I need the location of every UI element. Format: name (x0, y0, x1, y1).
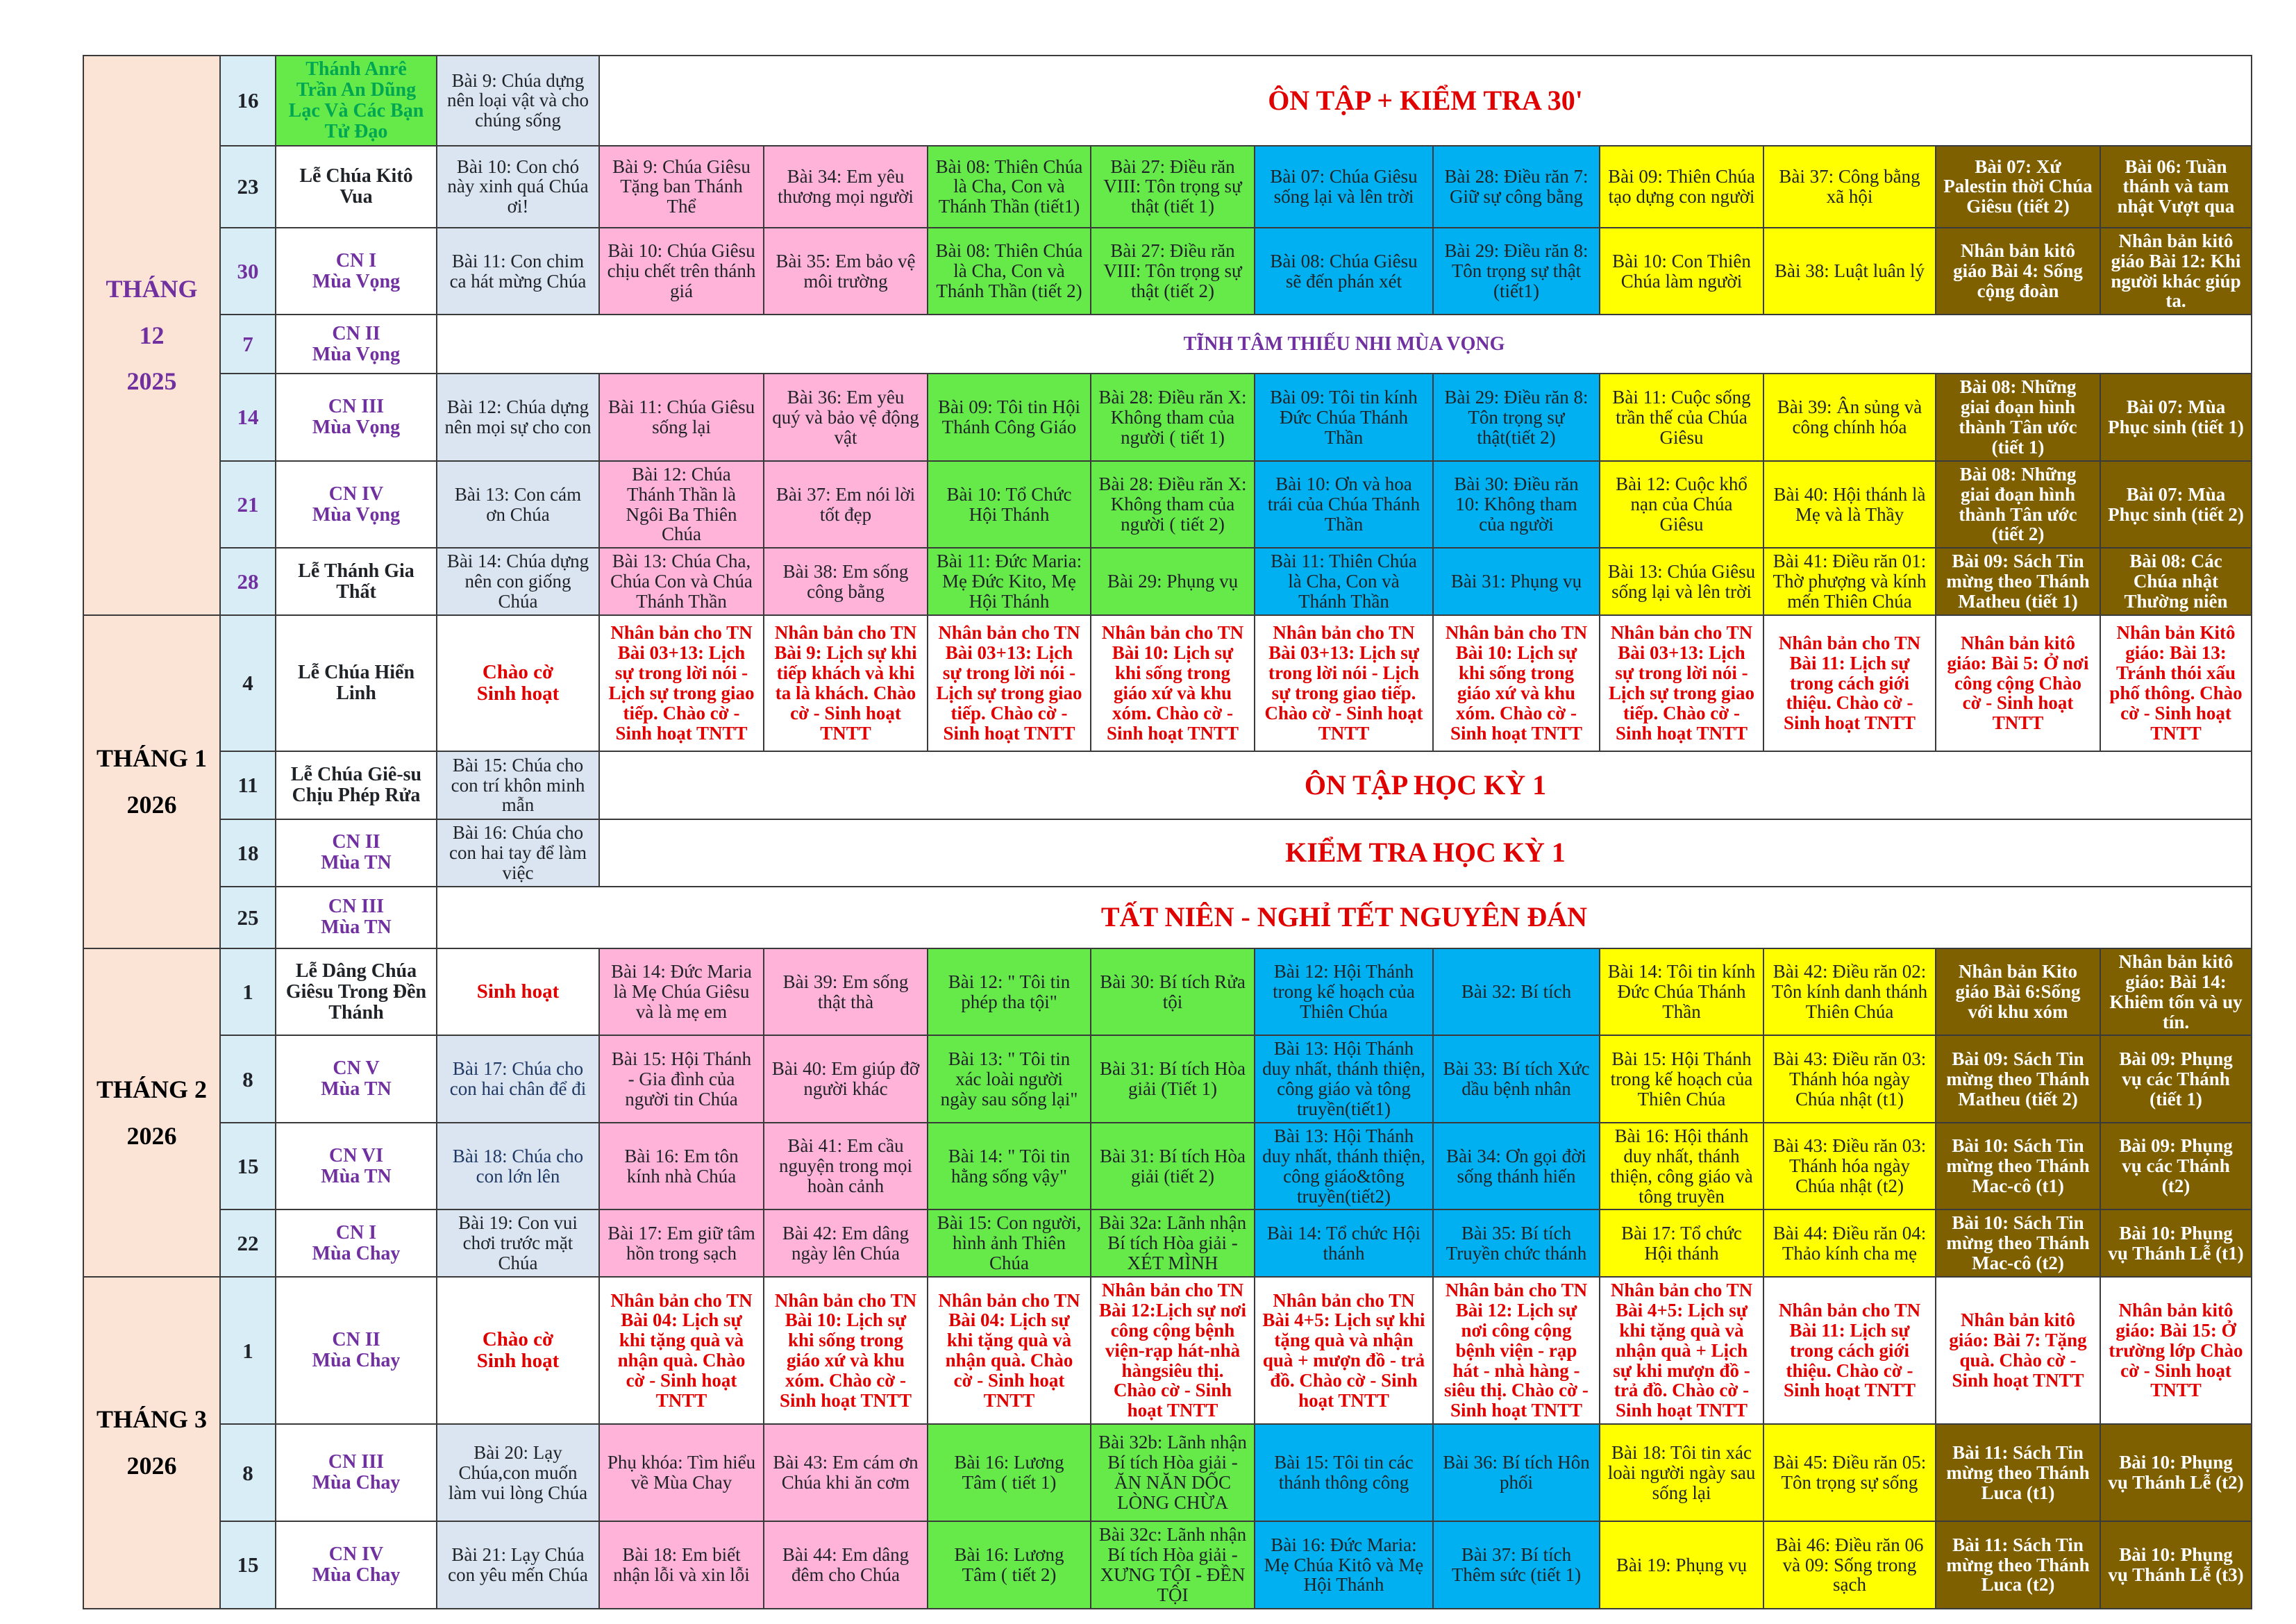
lesson-cell: Bài 34: Em yêu thương mọi người (764, 146, 928, 228)
lesson-cell: Bài 08: Thiên Chúa là Cha, Con và Thánh Thần (tiết 2) (928, 228, 1091, 315)
lesson-cell: Bài 27: Điều răn VIII: Tôn trọng sự thật (tiết 2) (1091, 228, 1255, 315)
lesson-cell: Bài 27: Điều răn VIII: Tôn trọng sự thật (tiết 1) (1091, 146, 1255, 228)
lesson-cell: Nhân bản kitô giáo: Bài 7: Tặng quà. Chào cờ - Sinh hoạt TNTT (1936, 1277, 2100, 1424)
schedule-row (83, 751, 2252, 819)
lesson-cell: Bài 14: Tôi tin kính Đức Chúa Thánh Thần (1600, 948, 1763, 1036)
lesson-cell: Bài 13: Hội Thánh duy nhất, thánh thiện, công giáo và tông truyền(tiết1) (1255, 1035, 1433, 1123)
lesson-cell: Bài 15: Con người, hình ảnh Thiên Chúa (928, 1209, 1091, 1277)
lesson-cell: Nhân bản cho TN Bài 12: Lịch sự nơi công cộng bệnh viện - rạp hát - nhà hàng - siêu thị. Chào cờ - Sinh hoạt TNTT (1433, 1277, 1600, 1424)
week-day: 11 (220, 751, 276, 819)
lesson-cell: Bài 13: Hội Thánh duy nhất, thánh thiện, công giáo&tông truyền(tiết2) (1255, 1123, 1433, 1210)
week-day: 15 (220, 1123, 276, 1210)
lesson-cell: Bài 07: Xứ Palestin thời Chúa Giêsu (tiết 2) (1936, 146, 2100, 228)
feast-name: CN V Mùa TN (276, 1035, 437, 1123)
feast-name: CN II Mùa Chay (276, 1277, 437, 1424)
lesson-cell: Bài 09: Phụng vụ các Thánh (t2) (2100, 1123, 2252, 1210)
banner-cell: TẤT NIÊN - NGHỈ TẾT NGUYÊN ĐÁN (437, 887, 2252, 948)
lesson-cell: Bài 13: Chúa Cha, Chúa Con và Chúa Thánh Thần (599, 548, 764, 615)
feast-name: CN III Mùa Chay (276, 1424, 437, 1521)
lesson-cell: Bài 39: Ân sủng và công chính hóa (1763, 374, 1936, 461)
lesson-cell: Bài 44: Điều răn 04: Thảo kính cha mẹ (1763, 1209, 1936, 1277)
week-day: 16 (220, 56, 276, 146)
lesson-cell: Bài 44: Em dâng đêm cho Chúa (764, 1521, 928, 1609)
lesson-cell: Bài 32: Bí tích (1433, 948, 1600, 1036)
week-day: 22 (220, 1209, 276, 1277)
month-cell (83, 615, 220, 948)
lesson-cell: Bài 11: Sách Tin mừng theo Thánh Luca (t1) (1936, 1424, 2100, 1521)
lesson-cell-level-1: Bài 13: Con cám ơn Chúa (437, 461, 599, 549)
lesson-cell: Nhân bản kitô giáo Bài 4: Sống cộng đoàn (1936, 228, 2100, 315)
lesson-cell: Bài 32a: Lãnh nhận Bí tích Hòa giải - XÉT MÌNH (1091, 1209, 1255, 1277)
lesson-cell: Bài 40: Em giúp đỡ người khác (764, 1035, 928, 1123)
lesson-cell: Bài 30: Điều răn 10: Không tham của người (1433, 461, 1600, 549)
banner-cell: TĨNH TÂM THIẾU NHI MÙA VỌNG (437, 315, 2252, 374)
lesson-cell: Bài 16: Lương Tâm ( tiết 1) (928, 1424, 1091, 1521)
week-day: 15 (220, 1521, 276, 1609)
lesson-cell: Bài 38: Luật luân lý (1763, 228, 1936, 315)
lesson-cell: Nhân bản Kitô giáo: Bài 13: Tránh thói xấu phố thông. Chào cờ - Sinh hoạt TNTT (2100, 615, 2252, 751)
lesson-cell: Nhân bản cho TN Bài 03+13: Lịch sự trong lời nói - Lịch sự trong giao tiếp. Chào cờ - Sinh hoạt TNTT (1255, 615, 1433, 751)
lesson-cell: Bài 09: Sách Tin mừng theo Thánh Matheu (tiết 2) (1936, 1035, 2100, 1123)
lesson-cell: Bài 29: Điều răn 8: Tôn trọng sự thật(tiết 2) (1433, 374, 1600, 461)
lesson-cell: Bài 19: Phụng vụ (1600, 1521, 1763, 1609)
lesson-cell: Nhân bản cho TN Bài 11: Lịch sự trong cách giới thiệu. Chào cờ - Sinh hoạt TNTT (1763, 615, 1936, 751)
schedule-row (83, 615, 2252, 751)
lesson-cell: Bài 10: Phụng vụ Thánh Lễ (t3) (2100, 1521, 2252, 1609)
lesson-cell: Bài 11: Chúa Giêsu sống lại (599, 374, 764, 461)
lesson-cell-level-1: Bài 21: Lạy Chúa con yêu mến Chúa (437, 1521, 599, 1609)
lesson-cell: Nhân bản cho TN Bài 10: Lịch sự khi sống trong giáo xứ và khu xóm. Chào cờ - Sinh hoạt TNTT (1091, 615, 1255, 751)
lesson-cell: Bài 08: Thiên Chúa là Cha, Con và Thánh Thần (tiết1) (928, 146, 1091, 228)
lesson-cell: Bài 17: Tổ chức Hội thánh (1600, 1209, 1763, 1277)
lesson-cell: Bài 32b: Lãnh nhận Bí tích Hòa giải - ĂN NĂN DỐC LÒNG CHỪA (1091, 1424, 1255, 1521)
week-day: 23 (220, 146, 276, 228)
lesson-cell: Bài 11: Cuộc sống trần thế của Chúa Giêsu (1600, 374, 1763, 461)
banner-cell: KIỂM TRA HỌC KỲ 1 (599, 819, 2252, 887)
feast-name: CN I Mùa Vọng (276, 228, 437, 315)
lesson-cell: Bài 31: Bí tích Hòa giải (Tiết 1) (1091, 1035, 1255, 1123)
lesson-cell: Bài 15: Hội Thánh - Gia đình của người tin Chúa (599, 1035, 764, 1123)
lesson-cell: Bài 35: Bí tích Truyền chức thánh (1433, 1209, 1600, 1277)
lesson-cell: Bài 10: Ơn và hoa trái của Chúa Thánh Thần (1255, 461, 1433, 549)
lesson-cell: Bài 28: Điều răn X: Không tham của người ( tiết 1) (1091, 374, 1255, 461)
lesson-cell: Bài 37: Em nói lời tốt đẹp (764, 461, 928, 549)
lesson-cell: Bài 11: Đức Maria: Mẹ Đức Kito, Mẹ Hội Thánh (928, 548, 1091, 615)
feast-name: CN III Mùa TN (276, 887, 437, 948)
lesson-cell: Bài 43: Em cám ơn Chúa khi ăn cơm (764, 1424, 928, 1521)
feast-name: Lễ Thánh Gia Thất (276, 548, 437, 615)
lesson-cell-level-1: Bài 20: Lạy Chúa,con muốn làm vui lòng Chúa (437, 1424, 599, 1521)
schedule-row (83, 228, 2252, 315)
schedule-row (83, 315, 2252, 374)
lesson-cell: Bài 08: Các Chúa nhật Thường niên (2100, 548, 2252, 615)
schedule-row (83, 1209, 2252, 1277)
lesson-cell: Nhân bản cho TN Bài 03+13: Lịch sự trong lời nói - Lịch sự trong giao tiếp. Chào cờ - Sinh hoạt TNTT (928, 615, 1091, 751)
schedule-row (83, 948, 2252, 1036)
lesson-cell: Bài 45: Điều răn 05: Tôn trọng sự sống (1763, 1424, 1936, 1521)
lesson-cell: Bài 41: Điều răn 01: Thờ phượng và kính mến Thiên Chúa (1763, 548, 1936, 615)
lesson-cell: Bài 10: Sách Tin mừng theo Thánh Mac-cô (t2) (1936, 1209, 2100, 1277)
month-label: THÁNG 2 (96, 1075, 207, 1103)
schedule-row (83, 1424, 2252, 1521)
feast-name: CN III Mùa Vọng (276, 374, 437, 461)
lesson-cell: Bài 29: Phụng vụ (1091, 548, 1255, 615)
week-day: 14 (220, 374, 276, 461)
lesson-cell: Bài 09: Tôi tin kính Đức Chúa Thánh Thần (1255, 374, 1433, 461)
lesson-cell-level-1: Bài 9: Chúa dựng nên loại vật và cho chúng sống (437, 56, 599, 146)
lesson-cell: Bài 08: Chúa Giêsu sẽ đến phán xét (1255, 228, 1433, 315)
lesson-cell: Bài 10: Sách Tin mừng theo Thánh Mac-cô (t1) (1936, 1123, 2100, 1210)
lesson-cell: Nhân bản cho TN Bài 12:Lịch sự nơi công cộng bệnh viện-rạp hát-nhà hàngsiêu thị. Chào cờ - Sinh hoạt TNTT (1091, 1277, 1255, 1424)
lesson-cell-level-1: Chào cờ Sinh hoạt (437, 615, 599, 751)
lesson-cell: Bài 43: Điều răn 03: Thánh hóa ngày Chúa nhật (t1) (1763, 1035, 1936, 1123)
lesson-cell: Bài 29: Điều răn 8: Tôn trọng sự thật (tiết1) (1433, 228, 1600, 315)
lesson-cell: Bài 37: Công bằng xã hội (1763, 146, 1936, 228)
lesson-cell: Bài 41: Em cầu nguyện trong mọi hoàn cảnh (764, 1123, 928, 1210)
lesson-cell: Bài 16: Đức Maria: Mẹ Chúa Kitô và Mẹ Hội Thánh (1255, 1521, 1433, 1609)
month-cell (83, 56, 220, 615)
lesson-cell-level-1: Bài 10: Con chó này xinh quá Chúa ơi! (437, 146, 599, 228)
lesson-cell: Nhân bản cho TN Bài 10: Lịch sự khi sống trong giáo xứ và khu xóm. Chào cờ - Sinh hoạt TNTT (1433, 615, 1600, 751)
month-cell (83, 1277, 220, 1609)
lesson-cell: Bài 36: Em yêu quý và bảo vệ động vật (764, 374, 928, 461)
lesson-cell: Bài 28: Điều răn 7: Giữ sự công bằng (1433, 146, 1600, 228)
lesson-cell: Bài 12: Hội Thánh trong kế hoạch của Thiên Chúa (1255, 948, 1433, 1036)
feast-name: CN II Mùa TN (276, 819, 437, 887)
lesson-cell: Bài 14: Tổ chức Hội thánh (1255, 1209, 1433, 1277)
lesson-cell: Bài 10: Chúa Giêsu chịu chết trên thánh giá (599, 228, 764, 315)
lesson-cell: Bài 07: Chúa Giêsu sống lại và lên trời (1255, 146, 1433, 228)
lesson-cell: Bài 09: Phụng vụ các Thánh (tiết 1) (2100, 1035, 2252, 1123)
month-label: THÁNG 12 (106, 275, 198, 349)
lesson-cell: Bài 18: Em biết nhận lỗi và xin lỗi (599, 1521, 764, 1609)
lesson-cell: Bài 16: Em tôn kính nhà Chúa (599, 1123, 764, 1210)
lesson-cell: Bài 12: " Tôi tin phép tha tội" (928, 948, 1091, 1036)
month-label: THÁNG 3 (96, 1405, 207, 1434)
lesson-cell: Bài 07: Mùa Phục sinh (tiết 1) (2100, 374, 2252, 461)
lesson-cell: Bài 30: Bí tích Rửa tội (1091, 948, 1255, 1036)
week-day: 18 (220, 819, 276, 887)
week-day: 21 (220, 461, 276, 549)
lesson-cell: Phụ khóa: Tìm hiểu về Mùa Chay (599, 1424, 764, 1521)
lesson-cell: Nhân bản cho TN Bài 4+5: Lịch sự khi tặng quà và nhận quà + mượn đồ - trả đồ. Chào cờ - Sinh hoạt TNTT (1255, 1277, 1433, 1424)
month-year: 2026 (126, 790, 177, 819)
catechism-schedule-table (83, 55, 2252, 1609)
lesson-cell: Bài 42: Em dâng ngày lên Chúa (764, 1209, 928, 1277)
lesson-cell: Bài 38: Em sống công bằng (764, 548, 928, 615)
schedule-row (83, 1521, 2252, 1609)
lesson-cell: Bài 10: Tổ Chức Hội Thánh (928, 461, 1091, 549)
week-day: 30 (220, 228, 276, 315)
feast-name: CN IV Mùa Chay (276, 1521, 437, 1609)
lesson-cell: Bài 09: Tôi tin Hội Thánh Công Giáo (928, 374, 1091, 461)
lesson-cell: Bài 13: " Tôi tin xác loài người ngày sau sống lại" (928, 1035, 1091, 1123)
week-day: 1 (220, 948, 276, 1036)
lesson-cell: Bài 12: Cuộc khổ nạn của Chúa Giêsu (1600, 461, 1763, 549)
lesson-cell: Nhân bản cho TN Bài 9: Lịch sự khi tiếp khách và khi ta là khách. Chào cờ - Sinh hoạt TNTT (764, 615, 928, 751)
lesson-cell-level-1: Bài 19: Con vui chơi trước mặt Chúa (437, 1209, 599, 1277)
banner-cell: ÔN TẬP HỌC KỲ 1 (599, 751, 2252, 819)
lesson-cell: Bài 16: Hội thánh duy nhất, thánh thiện, công giáo và tông truyền (1600, 1123, 1763, 1210)
lesson-cell: Bài 46: Điều răn 06 và 09: Sống trong sạch (1763, 1521, 1936, 1609)
week-day: 7 (220, 315, 276, 374)
lesson-cell: Bài 11: Thiên Chúa là Cha, Con và Thánh Thần (1255, 548, 1433, 615)
schedule-row (83, 887, 2252, 948)
lesson-cell: Nhân bản kitô giáo: Bài 14: Khiêm tốn và uy tín. (2100, 948, 2252, 1036)
lesson-cell: Bài 40: Hội thánh là Mẹ và là Thầy (1763, 461, 1936, 549)
lesson-cell: Bài 15: Hội Thánh trong kế hoạch của Thiên Chúa (1600, 1035, 1763, 1123)
schedule-row (83, 56, 2252, 146)
month-cell (83, 948, 220, 1277)
schedule-row (83, 374, 2252, 461)
lesson-cell: Bài 39: Em sống thật thà (764, 948, 928, 1036)
month-year: 2026 (126, 1121, 177, 1150)
feast-name: Lễ Dâng Chúa Giêsu Trong Đền Thánh (276, 948, 437, 1036)
week-day: 28 (220, 548, 276, 615)
lesson-cell: Bài 9: Chúa Giêsu Tặng ban Thánh Thể (599, 146, 764, 228)
schedule-row (83, 548, 2252, 615)
month-year: 2026 (126, 1451, 177, 1480)
lesson-cell: Bài 32c: Lãnh nhận Bí tích Hòa giải - XƯNG TỘI - ĐỀN TỘI (1091, 1521, 1255, 1609)
lesson-cell: Bài 12: Chúa Thánh Thần là Ngôi Ba Thiên Chúa (599, 461, 764, 549)
feast-name: Lễ Chúa Kitô Vua (276, 146, 437, 228)
lesson-cell: Bài 42: Điều răn 02: Tôn kính danh thánh Thiên Chúa (1763, 948, 1936, 1036)
lesson-cell: Bài 14: " Tôi tin hằng sống vậy" (928, 1123, 1091, 1210)
schedule-row (83, 1035, 2252, 1123)
lesson-cell-level-1: Sinh hoạt (437, 948, 599, 1036)
week-day: 8 (220, 1424, 276, 1521)
lesson-cell: Bài 31: Phụng vụ (1433, 548, 1600, 615)
schedule-row (83, 1123, 2252, 1210)
lesson-cell: Nhân bản kitô giáo Bài 12: Khi người khác giúp ta. (2100, 228, 2252, 315)
lesson-cell: Bài 17: Em giữ tâm hồn trong sạch (599, 1209, 764, 1277)
lesson-cell: Nhân bản cho TN Bài 03+13: Lịch sự trong lời nói - Lịch sự trong giao tiếp. Chào cờ - Sinh hoạt TNTT (599, 615, 764, 751)
month-year: 2025 (126, 367, 177, 396)
lesson-cell: Bài 06: Tuần thánh và tam nhật Vượt qua (2100, 146, 2252, 228)
lesson-cell: Bài 09: Sách Tin mừng theo Thánh Matheu (tiết 1) (1936, 548, 2100, 615)
week-day: 8 (220, 1035, 276, 1123)
lesson-cell: Bài 37: Bí tích Thêm sức (tiết 1) (1433, 1521, 1600, 1609)
feast-name: Lễ Chúa Giê-su Chịu Phép Rửa (276, 751, 437, 819)
lesson-cell-level-1: Bài 14: Chúa dựng nên con giống Chúa (437, 548, 599, 615)
lesson-cell: Bài 43: Điều răn 03: Thánh hóa ngày Chúa nhật (t2) (1763, 1123, 1936, 1210)
lesson-cell: Bài 35: Em bảo vệ môi trường (764, 228, 928, 315)
feast-name: Lễ Chúa Hiển Linh (276, 615, 437, 751)
week-day: 4 (220, 615, 276, 751)
lesson-cell: Bài 18: Tôi tin xác loài người ngày sau sống lại (1600, 1424, 1763, 1521)
lesson-cell: Nhân bản cho TN Bài 04: Lịch sự khi tặng quà và nhận quà. Chào cờ - Sinh hoạt TNTT (599, 1277, 764, 1424)
lesson-cell: Nhân bản cho TN Bài 03+13: Lịch sự trong lời nói - Lịch sự trong giao tiếp. Chào cờ - Sinh hoạt TNTT (1600, 615, 1763, 751)
lesson-cell: Bài 36: Bí tích Hôn phối (1433, 1424, 1600, 1521)
feast-name: CN I Mùa Chay (276, 1209, 437, 1277)
lesson-cell-level-1: Bài 18: Chúa cho con lớn lên (437, 1123, 599, 1210)
lesson-cell: Bài 28: Điều răn X: Không tham của người ( tiết 2) (1091, 461, 1255, 549)
lesson-cell: Bài 14: Đức Maria là Mẹ Chúa Giêsu và là mẹ em (599, 948, 764, 1036)
lesson-cell: Bài 08: Những giai đoạn hình thành Tân ước (tiết 1) (1936, 374, 2100, 461)
lesson-cell-level-1: Bài 11: Con chim ca hát mừng Chúa (437, 228, 599, 315)
schedule-row (83, 146, 2252, 228)
lesson-cell: Nhân bản cho TN Bài 11: Lịch sự trong cách giới thiệu. Chào cờ - Sinh hoạt TNTT (1763, 1277, 1936, 1424)
feast-name: CN II Mùa Vọng (276, 315, 437, 374)
schedule-row (83, 1277, 2252, 1424)
lesson-cell: Bài 15: Tôi tin các thánh thông công (1255, 1424, 1433, 1521)
lesson-cell: Bài 13: Chúa Giêsu sống lại và lên trời (1600, 548, 1763, 615)
feast-name: Thánh Anrê Trần An Dũng Lạc Và Các Bạn Tử Đạo (276, 56, 437, 146)
lesson-cell: Bài 10: Phụng vụ Thánh Lễ (t1) (2100, 1209, 2252, 1277)
lesson-cell: Nhân bản cho TN Bài 04: Lịch sự khi tặng quà và nhận quà. Chào cờ - Sinh hoạt TNTT (928, 1277, 1091, 1424)
banner-cell: ÔN TẬP + KIỂM TRA 30' (599, 56, 2252, 146)
lesson-cell: Bài 10: Phụng vụ Thánh Lễ (t2) (2100, 1424, 2252, 1521)
lesson-cell: Bài 08: Những giai đoạn hình thành Tân ước (tiết 2) (1936, 461, 2100, 549)
lesson-cell: Nhân bản kitô giáo: Bài 5: Ở nơi công cộng Chào cờ - Sinh hoạt TNTT (1936, 615, 2100, 751)
lesson-cell: Bài 10: Con Thiên Chúa làm người (1600, 228, 1763, 315)
lesson-cell-level-1: Bài 16: Chúa cho con hai tay để làm việc (437, 819, 599, 887)
lesson-cell-level-1: Bài 12: Chúa dựng nên mọi sự cho con (437, 374, 599, 461)
lesson-cell: Bài 09: Thiên Chúa tạo dựng con người (1600, 146, 1763, 228)
lesson-cell-level-1: Bài 17: Chúa cho con hai chân để đi (437, 1035, 599, 1123)
feast-name: CN VI Mùa TN (276, 1123, 437, 1210)
lesson-cell: Bài 11: Sách Tin mừng theo Thánh Luca (t2) (1936, 1521, 2100, 1609)
week-day: 25 (220, 887, 276, 948)
lesson-cell: Bài 31: Bí tích Hòa giải (tiết 2) (1091, 1123, 1255, 1210)
feast-name: CN IV Mùa Vọng (276, 461, 437, 549)
lesson-cell: Nhân bản kitô giáo: Bài 15: Ở trường lớp Chào cờ - Sinh hoạt TNTT (2100, 1277, 2252, 1424)
schedule-row (83, 819, 2252, 887)
schedule-row (83, 461, 2252, 549)
week-day: 1 (220, 1277, 276, 1424)
lesson-cell: Nhân bản cho TN Bài 10: Lịch sự khi sống trong giáo xứ và khu xóm. Chào cờ - Sinh hoạt TNTT (764, 1277, 928, 1424)
lesson-cell: Bài 07: Mùa Phục sinh (tiết 2) (2100, 461, 2252, 549)
lesson-cell: Bài 34: Ơn gọi đời sống thánh hiến (1433, 1123, 1600, 1210)
lesson-cell-level-1: Chào cờ Sinh hoạt (437, 1277, 599, 1424)
month-label: THÁNG 1 (96, 744, 207, 773)
lesson-cell-level-1: Bài 15: Chúa cho con trí khôn minh mẫn (437, 751, 599, 819)
lesson-cell: Nhân bản Kito giáo Bài 6:Sống với khu xóm (1936, 948, 2100, 1036)
lesson-cell: Bài 33: Bí tích Xức dầu bệnh nhân (1433, 1035, 1600, 1123)
lesson-cell: Nhân bản cho TN Bài 4+5: Lịch sự khi tặng quà và nhận quà + Lịch sự khi mượn đồ - trả đồ. Chào cờ - Sinh hoạt TNTT (1600, 1277, 1763, 1424)
lesson-cell: Bài 16: Lương Tâm ( tiết 2) (928, 1521, 1091, 1609)
